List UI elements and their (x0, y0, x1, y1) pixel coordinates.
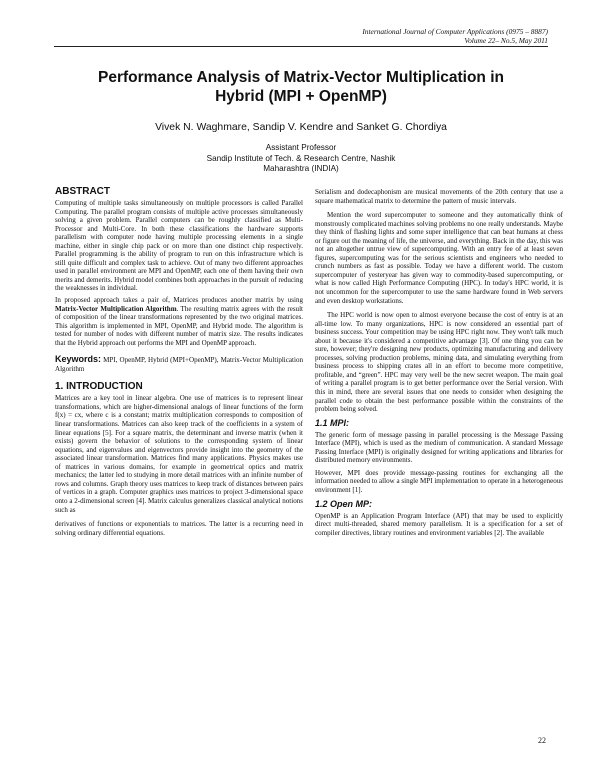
intro-paragraph-1: Matrices are a key tool in linear algebra. One use of matrices is to represent linear transformations, which are higher-dimensional analogs of linear functions of the form f(x) = cx, where c is a constant; matrix multiplication corresponds to composition of linear transformations. Matrices can also keep track of the coefficients in a system of linear equations [5]. For a square matrix, the determinant and inverse matrix (when it exists) govern the behavior of solutions to the corresponding system of linear equations, and eigenvalues and eigenvectors provide insight into the geometry of the associated linear transformation. Matrices find many applications. Physics makes use of matrices in various domains, for example in geometrical optics and matrix mechanics; the latter led to studying in more detail matrices with an infinite number of rows and columns. Graph theory uses matrices to keep track of distances between pairs of vertices in a graph. Computer graphics uses matrices to project 3-dimensional space onto a 2-dimensional screen [4]. Matrix calculus generalizes classical analytical notions such as (55, 394, 303, 514)
mpi-paragraph-2: However, MPI does provide message-passing routines for exchanging all the information needed to allow a single MPI implementation to operate in a heterogeneous environment [1]. (315, 468, 563, 494)
right-paragraph-2: The HPC world is now open to almost everyone because the cost of entry is at an all-time low. To many organizations, HPC is now considered an essential part of business success. Your competition may be using HPC right now. They won't talk much about it because it's considered a competitive advantage [3]. Of one thing you can be sure, however; they're designing new products, optimizing manufacturing and delivery processes, solving production problems, mining data, and simulating everything from business process to shipping crates all in an effort to become more competitive, profitable, and “green”. HPC may very well be the new secret weapon. The main goal of writing a parallel program is to get better performance over the Serial version. With this in mind, there are several issues that one needs to consider when designing the parallel code to obtain the best performance possible within the constraints of the problem being solved. (315, 311, 563, 414)
abstract-algorithm-name: Matrix-Vector Multiplication Algorithm (55, 304, 177, 313)
right-column (315, 188, 563, 540)
mpi-paragraph-1: The generic form of message passing in parallel processing is the Message Passing Interface (MPI), which is used as the medium of communication. A standard Message Passing Interface (MPI) is originally designed for writing applications and libraries for distributed memory environments. (315, 430, 563, 465)
abstract-heading: ABSTRACT (55, 186, 110, 197)
authors: Vivek N. Waghmare, Sandip V. Kendre and Sanket G. Chordiya (155, 122, 447, 133)
abstract-paragraph-2 (55, 296, 303, 347)
title-line-1: Performance Analysis of Matrix-Vector Multiplication in (98, 69, 504, 86)
abstract-p2-end: . The resulting matrix agrees with the result of composition of the linear transformations represented by the two original matrices. This algorithm is implemented in MPI, OpenMP, and Hybrid mode. The algorithm is tested for number of nodes with different number of matrix size. The results indicates that the Hybrid approach out performs the MPI and OpenMP approach. (55, 304, 303, 347)
header-rule (54, 46, 548, 47)
affiliation-location: Maharashtra (INDIA) (263, 164, 339, 173)
right-paragraph-1: Mention the word supercomputer to someone and they automatically think of monstrously complicated machines solving problems no one really understands. Maybe they think of flashing lights and some super intelligence that can beat humans at chess or figure out the meaning of life, the universe, and everything. Back in the day, this was not an altogether untrue view of supercomputing. With an entry fee of at least seven figures, supercomputing was for the serious scientists and engineers who needed to crunch numbers as fast as possible. Today we have a different world. The custom supercomputer of yesteryear has given way to commodity-based supercomputing, or what is now called High Performance Computing (HPC). In today's HPC world, it is not uncommon for the supercomputer to use the same hardware found in Web servers and even desktop workstations. (315, 211, 563, 305)
keywords (55, 355, 303, 373)
affiliation (54, 143, 548, 175)
page-number: 22 (538, 736, 546, 745)
mpi-heading: 1.1 MPI: (315, 417, 350, 428)
right-paragraph-0: Serialism and dodecaphonism are musical movements of the 20th century that use a square mathematical matrix to determine the pattern of music intervals. (315, 188, 563, 205)
openmp-heading: 1.2 Open MP: (315, 498, 373, 509)
keywords-text: MPI, OpenMP, Hybrid (MPI+OpenMP), Matrix-Vector Multiplication Algorithm (55, 356, 303, 373)
keywords-label: Keywords: (55, 354, 102, 365)
journal-volume: Volume 22– No.5, May 2011 (464, 36, 548, 45)
affiliation-role: Assistant Professor (265, 143, 337, 152)
affiliation-institute: Sandip Institute of Tech. & Research Centre, Nashik (206, 153, 396, 163)
intro-heading: 1. INTRODUCTION (55, 381, 143, 393)
journal-name: International Journal of Computer Applications (0975 – 8887) (362, 27, 548, 36)
abstract-paragraph-1: Computing of multiple tasks simultaneously on multiple processors is called Parallel Computing. The parallel program consists of multiple active processes simultaneously solving a given problem. Parallel computers can be roughly classified as Multi-Processor and Multi-Core. In both these classifications the hardware supports parallelism with computer node having multiple processing elements in a single machine, either in single chip pack or on more than one distinct chip respectively. Parallel programming is the ability of program to run on this infrastructure which is still quite difficult and complex task to achieve. Out of many two different approaches used in parallel environment are MPI and OpenMP, each one of them having their own merits and demerits. Hybrid model combines both approaches in the pursuit of reducing the weaknesses in individual. (55, 199, 303, 293)
abstract-p2-start: In proposed approach takes a pair of, Matrices produces another matrix by using (55, 296, 303, 305)
title-line-2: Hybrid (MPI + OpenMP) (215, 88, 387, 105)
left-column (55, 186, 303, 540)
journal-header (362, 27, 548, 45)
paper-title (54, 68, 548, 106)
intro-paragraph-2: derivatives of functions or exponentials to matrices. The latter is a recurring need in solving ordinary differential equations. (55, 520, 303, 537)
openmp-paragraph-1: OpenMP is an Application Program Interface (API) that may be used to explicitly direct multi-threaded, shared memory parallelism. It is a specification for a set of compiler directives, library routines and environment variables [2]. The available (315, 511, 563, 537)
